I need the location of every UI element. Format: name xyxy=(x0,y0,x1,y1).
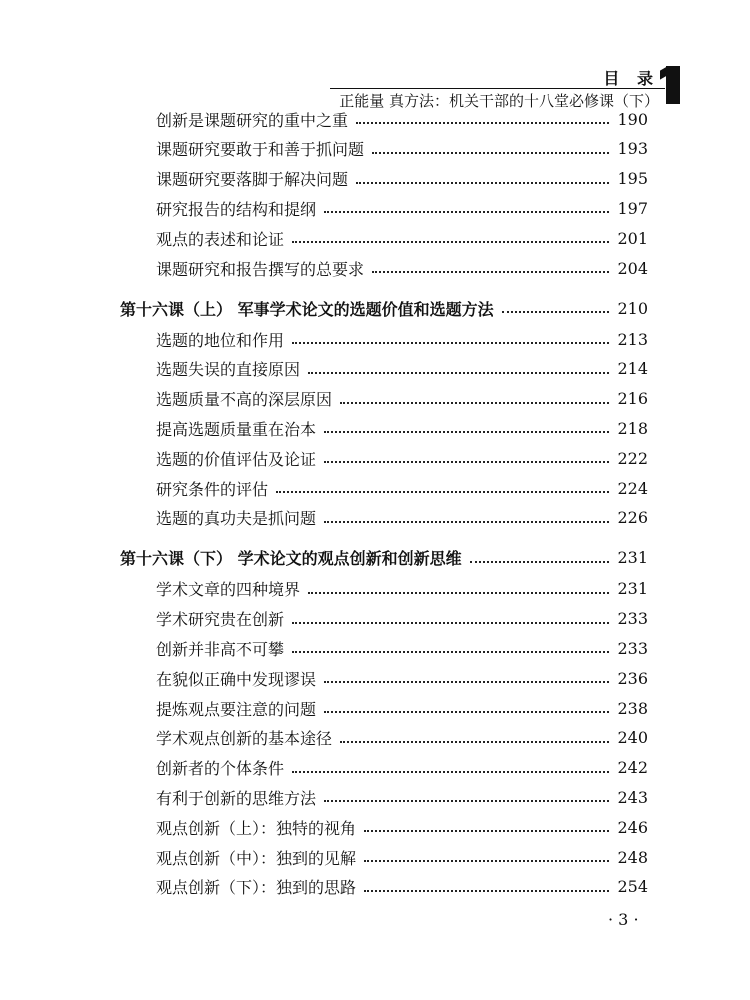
dot-leader xyxy=(324,431,609,433)
toc-entry-title: 学术观点创新的基本途径 xyxy=(156,729,333,749)
toc-entry xyxy=(156,326,648,352)
toc-entry-page: 216 xyxy=(617,389,648,409)
toc-entry-title: 创新并非高不可攀 xyxy=(156,639,285,659)
toc-entry xyxy=(156,635,648,661)
dot-leader xyxy=(292,651,609,653)
toc-entry-title: 观点创新（上）：独特的视角 xyxy=(156,818,357,838)
dot-leader xyxy=(292,622,609,624)
toc-entry xyxy=(156,725,648,751)
toc-entry xyxy=(156,576,648,602)
toc-entry-page: 236 xyxy=(617,668,648,688)
dot-leader xyxy=(364,830,609,832)
toc-entry-title: 在貌似正确中发现谬误 xyxy=(156,669,317,689)
toc-entry-page: 197 xyxy=(617,198,648,218)
dot-leader xyxy=(324,461,609,463)
toc-entry-title: 课题研究要敢于和善于抓问题 xyxy=(156,140,365,160)
toc-entry xyxy=(156,844,648,870)
toc-entry-title: 提高选题质量重在治本 xyxy=(156,419,317,439)
dot-leader xyxy=(502,311,610,313)
toc-entry-title: 第十六课（上） 军事学术论文的选题价值和选题方法 xyxy=(120,299,494,319)
toc-entry-page: 254 xyxy=(617,877,648,897)
toc-entry xyxy=(156,356,648,382)
toc-entry-page: 204 xyxy=(617,258,648,278)
toc-entry-page: 243 xyxy=(617,787,648,807)
dot-leader xyxy=(340,741,609,743)
dot-leader xyxy=(324,681,609,683)
toc-entry-title: 第十六课（下） 学术论文的观点创新和创新思维 xyxy=(120,549,462,569)
toc-entry-page: 231 xyxy=(617,548,648,568)
book-title: 正能量 真方法：机关干部的十八堂必修课（下） xyxy=(339,92,659,110)
toc-entry-title: 观点创新（中）：独到的见解 xyxy=(156,848,357,868)
toc-entry-title: 课题研究和报告撰写的总要求 xyxy=(156,259,365,279)
dot-leader xyxy=(292,771,609,773)
toc-entry xyxy=(156,475,648,501)
dot-leader xyxy=(470,561,610,563)
toc-entry-page: 240 xyxy=(617,728,648,748)
dot-leader xyxy=(356,182,609,184)
toc-entry-page: 195 xyxy=(617,169,648,189)
toc-entry-title: 学术文章的四种境界 xyxy=(156,580,301,600)
dot-leader xyxy=(324,521,609,523)
toc-entry xyxy=(156,255,648,281)
section-title: 目 录 xyxy=(603,69,659,88)
dot-leader xyxy=(340,402,609,404)
toc-entry xyxy=(156,874,648,900)
toc-entry-title: 选题的真功夫是抓问题 xyxy=(156,509,317,529)
toc-entry-page: 214 xyxy=(617,359,648,379)
toc-entry-title: 创新者的个体条件 xyxy=(156,759,285,779)
toc-entry xyxy=(156,166,648,192)
toc-entry xyxy=(156,606,648,632)
page-number: · 3 · xyxy=(608,910,639,929)
toc-entry-title: 观点的表述和论证 xyxy=(156,229,285,249)
toc-entry-title: 有利于创新的思维方法 xyxy=(156,788,317,808)
toc-entry-title: 选题质量不高的深层原因 xyxy=(156,390,333,410)
toc-entry xyxy=(156,445,648,471)
toc-entry-title: 研究条件的评估 xyxy=(156,479,269,499)
toc-entry-title: 选题的价值评估及论证 xyxy=(156,449,317,469)
toc-entry-page: 248 xyxy=(617,847,648,867)
toc-entry xyxy=(156,386,648,412)
toc-entry xyxy=(156,695,648,721)
dot-leader xyxy=(356,122,609,124)
dot-leader xyxy=(372,271,609,273)
toc-entry-page: 224 xyxy=(617,478,648,498)
toc-entry xyxy=(156,106,648,132)
toc-chapter-entry xyxy=(120,545,648,571)
toc-entry-page: 210 xyxy=(617,298,648,318)
toc-entry-page: 213 xyxy=(617,329,648,349)
dot-leader xyxy=(308,592,609,594)
toc-entry-title: 选题的地位和作用 xyxy=(156,330,285,350)
toc-entry-title: 创新是课题研究的重中之重 xyxy=(156,110,349,130)
dot-leader xyxy=(292,241,609,243)
toc-entry xyxy=(156,225,648,251)
toc-entry xyxy=(156,136,648,162)
toc-entry-title: 观点创新（下）：独到的思路 xyxy=(156,878,357,898)
dot-leader xyxy=(324,211,609,213)
toc-entry-page: 231 xyxy=(617,579,648,599)
toc-entry-page: 226 xyxy=(617,508,648,528)
dot-leader xyxy=(324,711,609,713)
toc-entry-page: 246 xyxy=(617,817,648,837)
toc-entry xyxy=(156,665,648,691)
running-header xyxy=(330,66,665,110)
toc-entry xyxy=(156,784,648,810)
toc-entry-title: 研究报告的结构和提纲 xyxy=(156,199,317,219)
toc-entry-page: 238 xyxy=(617,698,648,718)
toc-entry-page: 218 xyxy=(617,418,648,438)
toc-entry-page: 190 xyxy=(617,109,648,129)
dot-leader xyxy=(292,342,609,344)
dot-leader xyxy=(364,860,609,862)
toc-entry-title: 课题研究要落脚于解决问题 xyxy=(156,170,349,190)
chapter-marker-bar xyxy=(666,66,680,104)
dot-leader xyxy=(372,152,609,154)
toc-entry-page: 233 xyxy=(617,638,648,658)
toc-entry-page: 201 xyxy=(617,228,648,248)
toc-entry-page: 242 xyxy=(617,758,648,778)
dot-leader xyxy=(308,372,609,374)
toc-entry-title: 提炼观点要注意的问题 xyxy=(156,699,317,719)
toc-entry xyxy=(156,505,648,531)
toc-entry-page: 193 xyxy=(617,139,648,159)
toc-entry xyxy=(156,195,648,221)
toc-entry xyxy=(156,415,648,441)
dot-leader xyxy=(364,890,609,892)
toc-entry xyxy=(156,755,648,781)
header-rule xyxy=(330,88,665,89)
toc-chapter-entry xyxy=(120,295,648,321)
toc-entry xyxy=(156,814,648,840)
dot-leader xyxy=(324,800,609,802)
dot-leader xyxy=(276,491,609,493)
toc-entry-page: 222 xyxy=(617,448,648,468)
toc-entry-title: 选题失误的直接原因 xyxy=(156,360,301,380)
toc-entry-page: 233 xyxy=(617,609,648,629)
toc-entry-title: 学术研究贵在创新 xyxy=(156,610,285,630)
